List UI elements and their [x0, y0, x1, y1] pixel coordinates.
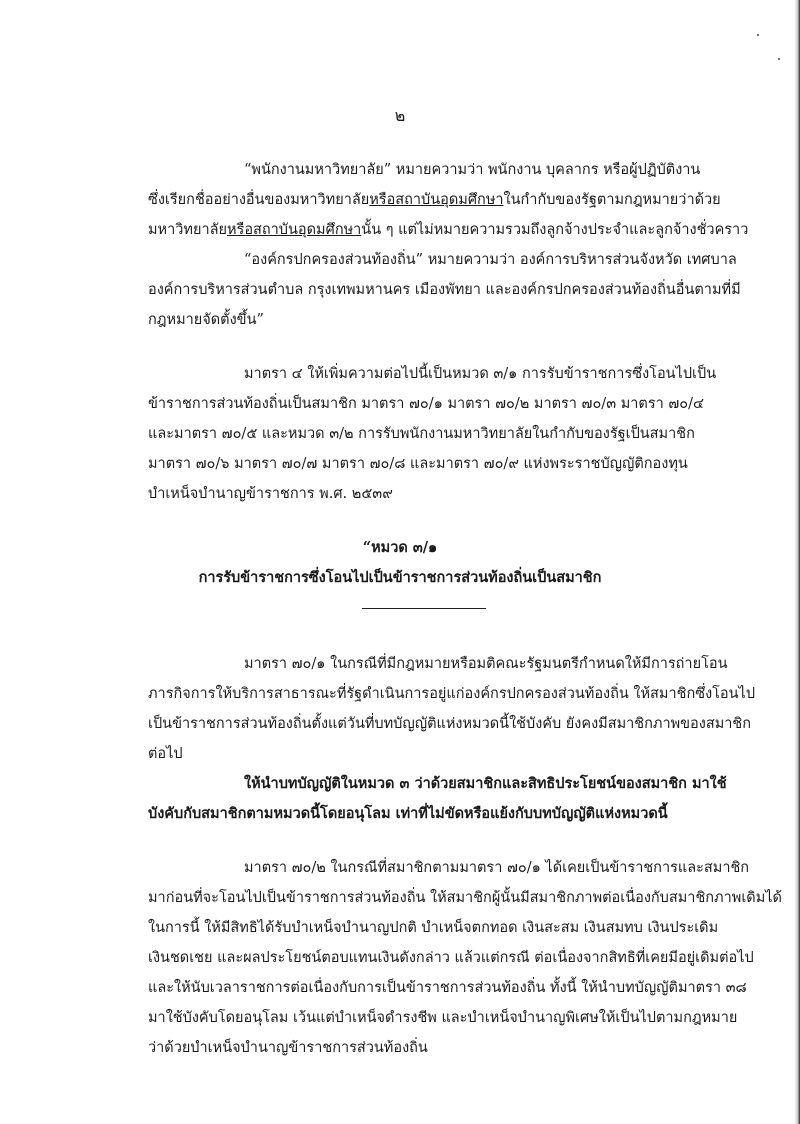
- definition-university-staff: “พนักงานมหาวิทยาลัย” หมายความว่า พนักงาน บุคลากร หรือผู้ปฏิบัติงาน: [244, 162, 701, 178]
- text-line: มาใช้บังคับโดยอนุโลม เว้นแต่บำเหน็จดำรงชีพ และบำเหน็จบำนาญพิเศษให้เป็นไปตามกฎหมาย: [148, 1010, 738, 1026]
- scan-speck: [757, 34, 759, 36]
- underlined-text: หรือสถาบันอุดมศึกษา: [369, 192, 504, 208]
- section-4-paragraph: มาตรา ๔ ให้เพิ่มความต่อไปนี้เป็นหมวด ๓/๑ การรับข้าราชการซึ่งโอนไปเป็น: [244, 366, 717, 382]
- text-line: ในการนี้ ให้มีสิทธิได้รับบำเหน็จบำนาญปกติ บำเหน็จตกทอด เงินสะสม เงินสมทบ เงินประเดิม: [148, 920, 719, 936]
- text-line: ว่าด้วยบำเหน็จบำนาญข้าราชการส่วนท้องถิ่น: [148, 1040, 428, 1056]
- text-line: มหาวิทยาลัยหรือสถาบันอุดมศึกษานั้น ๆ แต่ไม่หมายความรวมถึงลูกจ้างประจำและลูกจ้างชั่วคราว: [148, 222, 749, 238]
- text-line: เงินชดเชย และผลประโยชน์ตอบแทนเงินดังกล่าว แล้วแต่กรณี ต่อเนื่องจากสิทธิที่เคยมีอยู่เดิมต่อไป: [148, 950, 754, 966]
- text-line: บำเหน็จบำนาญข้าราชการ พ.ศ. ๒๕๓๙: [148, 486, 393, 502]
- text-line: และมาตรา ๗๐/๕ และหมวด ๓/๒ การรับพนักงานมหาวิทยาลัยในกำกับของรัฐเป็นสมาชิก: [148, 426, 695, 442]
- text-line: มาก่อนที่จะโอนไปเป็นข้าราชการส่วนท้องถิ่น ให้สมาชิกผู้นั้นมีสมาชิกภาพต่อเนื่องกับสมาชิกภาพเดิมได้: [148, 890, 782, 906]
- page-number: ๒: [394, 106, 406, 125]
- text-line: เป็นข้าราชการส่วนท้องถิ่นตั้งแต่วันที่บทบัญญัติแห่งหมวดนี้ใช้บังคับ ยังคงมีสมาชิกภาพของสมาชิก: [148, 716, 752, 732]
- section-70-2-paragraph: มาตรา ๗๐/๒ ในกรณีที่สมาชิกตามมาตรา ๗๐/๑ ได้เคยเป็นข้าราชการและสมาชิก: [244, 860, 750, 876]
- underlined-text: หรือสถาบันอุดมศึกษา: [226, 222, 362, 238]
- text-line: ภารกิจการให้บริการสาธารณะที่รัฐดำเนินการอยู่แก่องค์กรปกครองส่วนท้องถิ่น ให้สมาชิกซึ่งโอนไป: [148, 686, 756, 702]
- scan-speck: [778, 58, 780, 60]
- chapter-title: การรับข้าราชการซึ่งโอนไปเป็นข้าราชการส่วนท้องถิ่นเป็นสมาชิก: [198, 569, 602, 586]
- text-line: กฎหมายจัดตั้งขึ้น”: [148, 312, 264, 328]
- text-line: ซึ่งเรียกชื่ออย่างอื่นของมหาวิทยาลัยหรือสถาบันอุดมศึกษาในกำกับของรัฐตามกฎหมายว่าด้วย: [148, 192, 721, 208]
- text-line: ข้าราชการส่วนท้องถิ่นเป็นสมาชิก มาตรา ๗๐/๑ มาตรา ๗๐/๒ มาตรา ๗๐/๓ มาตรา ๗๐/๔: [148, 396, 704, 412]
- text-line: และให้นับเวลาราชการต่อเนื่องกับการเป็นข้าราชการส่วนท้องถิ่น ทั้งนี้ ให้นำบทบัญญัติมาตรา ๓๘: [148, 980, 747, 996]
- chapter-heading: “หมวด ๓/๑: [362, 539, 438, 556]
- text-line: องค์การบริหารส่วนตำบล กรุงเทพมหานคร เมืองพัทยา และองค์กรปกครองส่วนท้องถิ่นอื่นตามที่มี: [148, 282, 741, 298]
- scan-edge-shadow: [794, 0, 800, 1124]
- section-70-1-paragraph: มาตรา ๗๐/๑ ในกรณีที่มีกฎหมายหรือมติคณะรัฐมนตรีกำหนดให้มีการถ่ายโอน: [244, 656, 728, 672]
- text-line: ให้นำบทบัญญัติในหมวด ๓ ว่าด้วยสมาชิกและสิทธิประโยชน์ของสมาชิก มาใช้: [244, 775, 727, 792]
- text-line: ต่อไป: [148, 746, 183, 762]
- text-line: มาตรา ๗๐/๖ มาตรา ๗๐/๗ มาตรา ๗๐/๘ และมาตรา ๗๐/๙ แห่งพระราชบัญญัติกองทุน: [148, 456, 688, 472]
- definition-local-government: “องค์กรปกครองส่วนท้องถิ่น” หมายความว่า องค์การบริหารส่วนจังหวัด เทศบาล: [244, 252, 737, 268]
- heading-rule: [362, 608, 486, 609]
- text-line: บังคับกับสมาชิกตามหมวดนี้โดยอนุโลม เท่าที่ไม่ขัดหรือแย้งกับบทบัญญัติแห่งหมวดนี้: [148, 805, 668, 822]
